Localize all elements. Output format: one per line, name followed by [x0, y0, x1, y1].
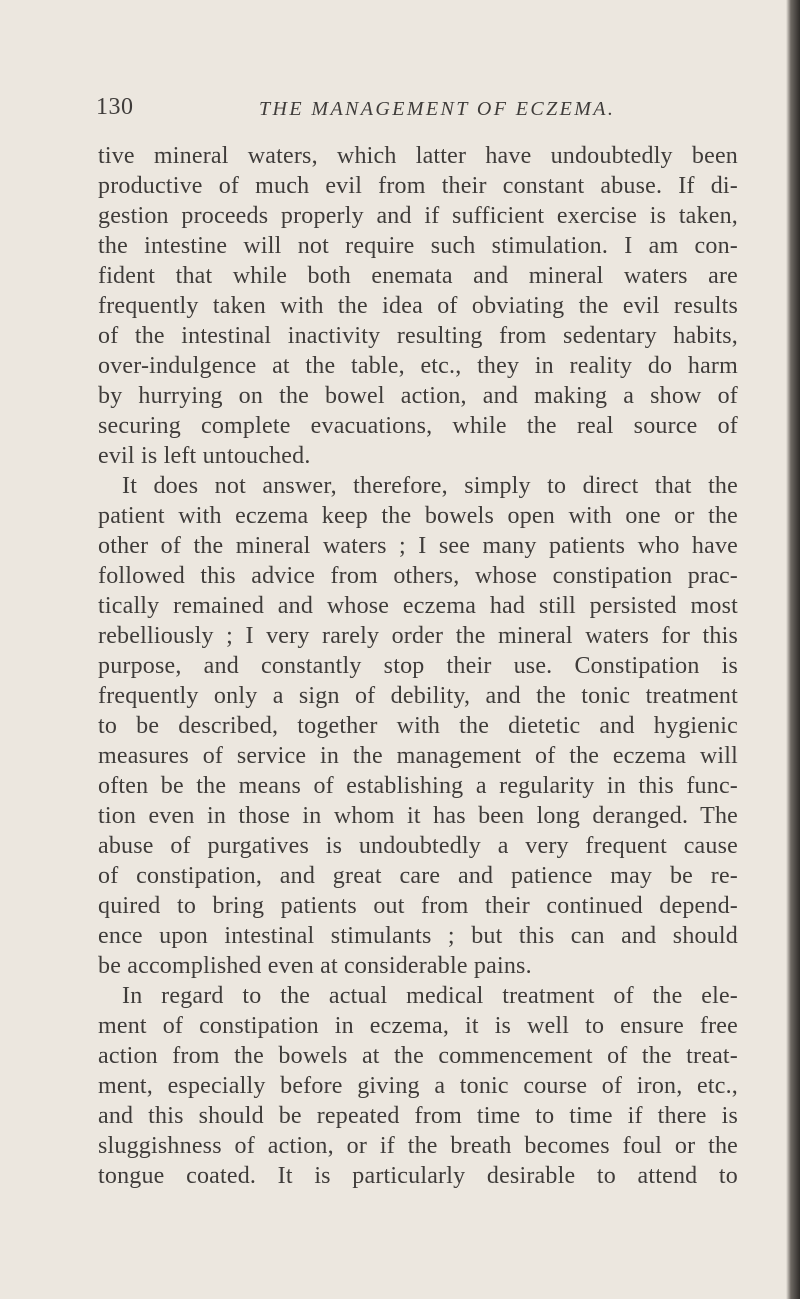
text-line: of the intestinal inactivity resulting from sedentary habits, — [98, 323, 738, 349]
text-line: other of the mineral waters ; I see many patients who have — [98, 533, 738, 559]
text-line: rebelliously ; I very rarely order the mineral waters for this — [98, 623, 738, 649]
text-line: measures of service in the management of the eczema will — [98, 743, 738, 769]
text-line: patient with eczema keep the bowels open with one or the — [98, 503, 738, 529]
text-line: of constipation, and great care and patience may be re- — [98, 863, 738, 889]
text-line: ment, especially before giving a tonic course of iron, etc., — [98, 1073, 738, 1099]
text-line: gestion proceeds properly and if sufficient exercise is taken, — [98, 203, 738, 229]
text-line: tongue coated. It is particularly desirable to attend to — [98, 1163, 738, 1189]
running-head: THE MANAGEMENT OF ECZEMA. — [259, 98, 616, 120]
text-line: frequently only a sign of debility, and the tonic treatment — [98, 683, 738, 709]
text-line: over-indulgence at the table, etc., they in reality do harm — [98, 353, 738, 379]
text-line: the intestine will not require such stimulation. I am con- — [98, 233, 738, 259]
text-line: ence upon intestinal stimulants ; but this can and should — [98, 923, 738, 949]
text-line: tically remained and whose eczema had still persisted most — [98, 593, 738, 619]
body-text — [98, 141, 738, 1191]
text-line: It does not answer, therefore, simply to direct that the — [122, 473, 738, 499]
text-line: tive mineral waters, which latter have undoubtedly been — [98, 143, 738, 169]
text-line: action from the bowels at the commencement of the treat- — [98, 1043, 738, 1069]
text-line: by hurrying on the bowel action, and making a show of — [98, 383, 738, 409]
text-line: evil is left untouched. — [98, 443, 311, 469]
text-line: and this should be repeated from time to time if there is — [98, 1103, 738, 1129]
text-line: abuse of purgatives is undoubtedly a very frequent cause — [98, 833, 738, 859]
text-line: be accomplished even at considerable pains. — [98, 953, 532, 979]
page-number: 130 — [96, 94, 134, 120]
text-line: ment of constipation in eczema, it is well to ensure free — [98, 1013, 738, 1039]
text-line: tion even in those in whom it has been long deranged. The — [98, 803, 738, 829]
text-line: productive of much evil from their constant abuse. If di- — [98, 173, 738, 199]
text-line: purpose, and constantly stop their use. Constipation is — [98, 653, 738, 679]
text-line: to be described, together with the dietetic and hygienic — [98, 713, 738, 739]
text-line: quired to bring patients out from their continued depend- — [98, 893, 738, 919]
text-line: In regard to the actual medical treatment of the ele- — [122, 983, 738, 1009]
text-line: fident that while both enemata and mineral waters are — [98, 263, 738, 289]
text-line: often be the means of establishing a regularity in this func- — [98, 773, 738, 799]
text-line: sluggishness of action, or if the breath becomes foul or the — [98, 1133, 738, 1159]
text-line: frequently taken with the idea of obviating the evil results — [98, 293, 738, 319]
text-line: followed this advice from others, whose constipation prac- — [98, 563, 738, 589]
page-edge-shadow — [786, 0, 800, 1299]
text-line: securing complete evacuations, while the real source of — [98, 413, 738, 439]
